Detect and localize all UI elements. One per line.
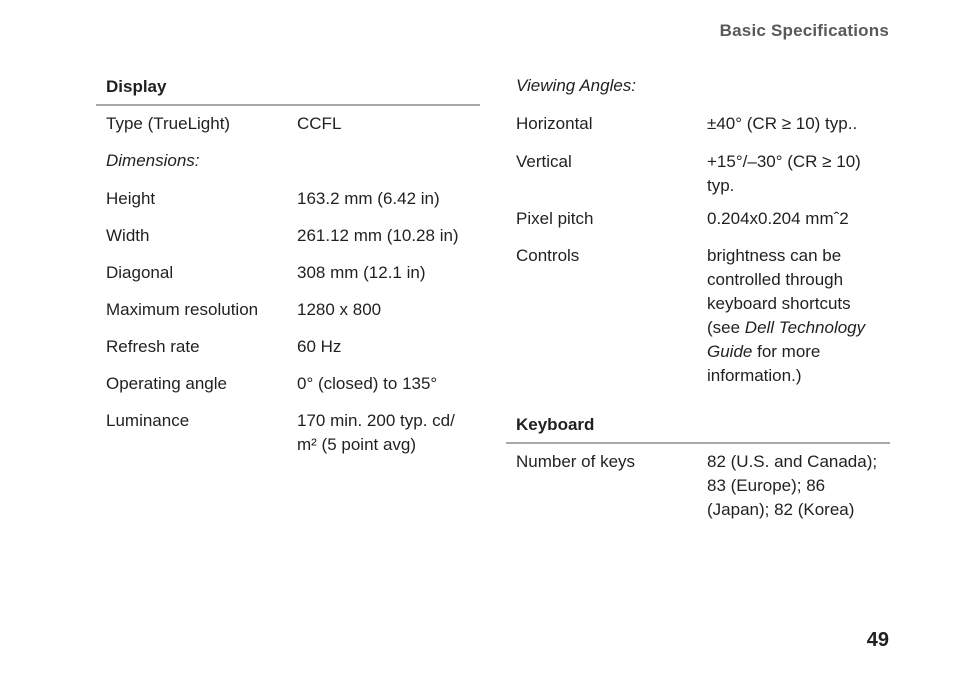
page-number: 49 <box>866 629 889 651</box>
keyboard-heading-rule <box>506 442 890 444</box>
spec-value-line: 170 min. 200 typ. cd/ <box>297 411 455 430</box>
spec-value: 308 mm (12.1 in) <box>297 263 426 282</box>
spec-value <box>707 450 887 522</box>
spec-value: 60 Hz <box>297 337 342 356</box>
display-heading: Display <box>106 77 167 96</box>
spec-label: Maximum resolution <box>106 300 259 319</box>
spec-value-line: controlled through <box>707 270 844 289</box>
spec-value <box>707 150 887 198</box>
spec-label: Horizontal <box>516 114 593 133</box>
spec-label: Type (TrueLight) <box>106 114 231 133</box>
spec-value: CCFL <box>297 114 342 133</box>
spec-label: Controls <box>516 246 580 265</box>
spec-label: Luminance <box>106 411 190 430</box>
spec-value-line: (see <box>707 318 745 337</box>
spec-value-line: keyboard shortcuts <box>707 294 851 313</box>
spec-value <box>297 409 477 457</box>
spec-value-line: 83 (Europe); 86 <box>707 476 826 495</box>
document-reference: Dell Technology <box>744 318 866 337</box>
spec-value: 0° (closed) to 135° <box>297 374 438 393</box>
spec-value-line: typ. <box>707 176 735 195</box>
spec-value <box>707 244 887 388</box>
spec-label: Pixel pitch <box>516 209 594 228</box>
spec-value: 1280 x 800 <box>297 300 382 319</box>
spec-value-line: (Japan); 82 (Korea) <box>707 500 855 519</box>
spec-label: Operating angle <box>106 374 227 393</box>
spec-label: Height <box>106 189 156 208</box>
display-heading-rule <box>96 104 480 106</box>
spec-value: 261.12 mm (10.28 in) <box>297 226 459 245</box>
spec-label: Diagonal <box>106 263 174 282</box>
spec-value-line: 82 (U.S. and Canada); <box>707 452 878 471</box>
spec-label: Vertical <box>516 152 572 171</box>
section-title: Basic Specifications <box>719 21 889 40</box>
document-reference: Guide <box>707 342 753 361</box>
spec-label: Refresh rate <box>106 337 200 356</box>
spec-value-line: brightness can be <box>707 246 842 265</box>
spec-value: ±40° (CR ≥ 10) typ.. <box>707 114 858 133</box>
dimensions-subheading: Dimensions: <box>106 151 200 170</box>
viewing-angles-subheading: Viewing Angles: <box>516 76 637 95</box>
spec-value-line: information.) <box>707 366 802 385</box>
spec-value-line: m² (5 point avg) <box>297 435 417 454</box>
spec-value-line: for more <box>752 342 821 361</box>
spec-label: Number of keys <box>516 452 636 471</box>
spec-value-line: +15°/–30° (CR ≥ 10) <box>707 152 861 171</box>
spec-value: 163.2 mm (6.42 in) <box>297 189 440 208</box>
keyboard-heading: Keyboard <box>516 415 595 434</box>
spec-label: Width <box>106 226 150 245</box>
spec-value: 0.204x0.204 mmˆ2 <box>707 209 849 228</box>
